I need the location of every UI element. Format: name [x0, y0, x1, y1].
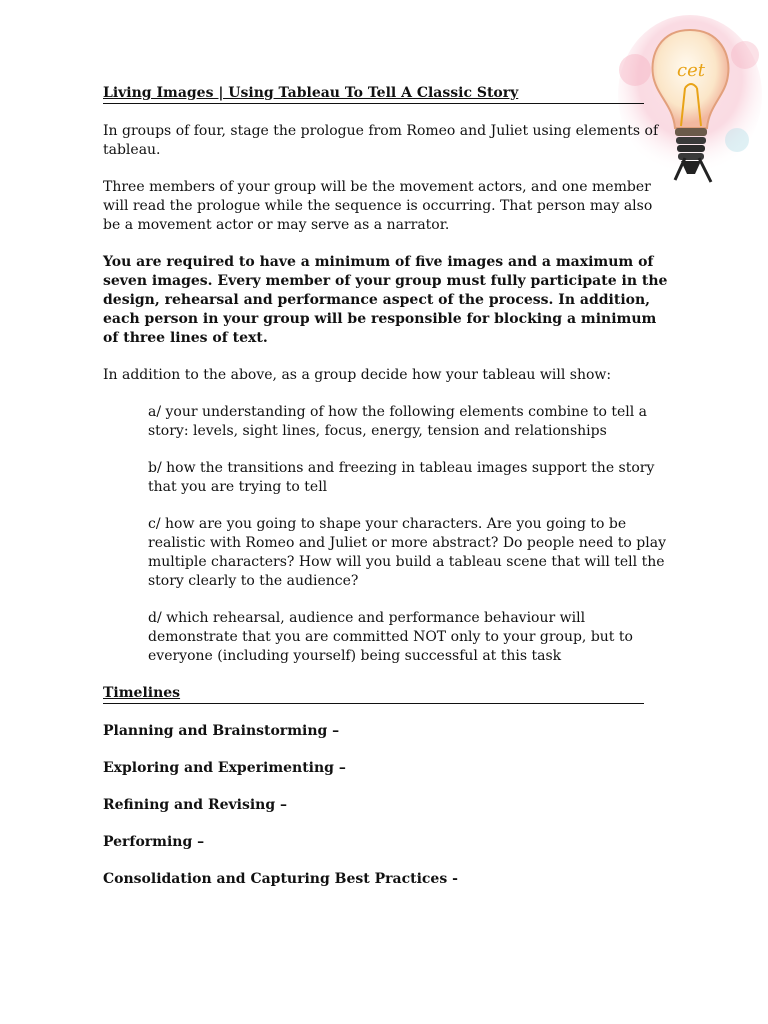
roles-paragraph: Three members of your group will be the movement actors, and one member will read the prologue while the sequence is occurring. That person may also be a movement actor or may serve as a narrator.: [103, 179, 653, 233]
timeline-item: Exploring and Experimenting –: [103, 760, 346, 776]
timeline-item: Consolidation and Capturing Best Practices -: [103, 871, 458, 887]
title-rule: [103, 84, 644, 104]
criteria-item: c/ how are you going to shape your characters. Are you going to be realistic with Romeo and Juliet or more abstract? Do people need to play multiple characters? How will you build a tableau scene that will tell the story clearly to the audience?: [148, 516, 666, 589]
criteria-item: b/ how the transitions and freezing in tableau images support the story that you are trying to tell: [148, 460, 655, 495]
criteria-item: d/ which rehearsal, audience and performance behaviour will demonstrate that you are committed NOT only to your group, but to everyone (including yourself) being successful at this task: [148, 610, 633, 664]
intro-paragraph: In groups of four, stage the prologue from Romeo and Juliet using elements of tableau.: [103, 123, 659, 158]
document-title: Living Images | Using Tableau To Tell A Classic Story: [103, 85, 519, 101]
document-body: [103, 84, 673, 907]
timelines-heading: Timelines: [103, 684, 644, 704]
timeline-item: Refining and Revising –: [103, 797, 288, 813]
logo-lettering: cet: [677, 60, 705, 81]
lead-in-paragraph: In addition to the above, as a group decide how your tableau will show:: [103, 367, 612, 383]
criteria-item: a/ your understanding of how the following elements combine to tell a story: levels, sight lines, focus, energy, tension and relationships: [148, 404, 648, 439]
requirements-paragraph: You are required to have a minimum of five images and a maximum of seven images. Every member of your group must fully participate in the design, rehearsal and performance aspect of the process. In addition, each person in your group will be responsible for blocking a minimum of three lines of text.: [103, 254, 668, 346]
timeline-item: Planning and Brainstorming –: [103, 723, 340, 739]
timeline-item: Performing –: [103, 834, 205, 850]
